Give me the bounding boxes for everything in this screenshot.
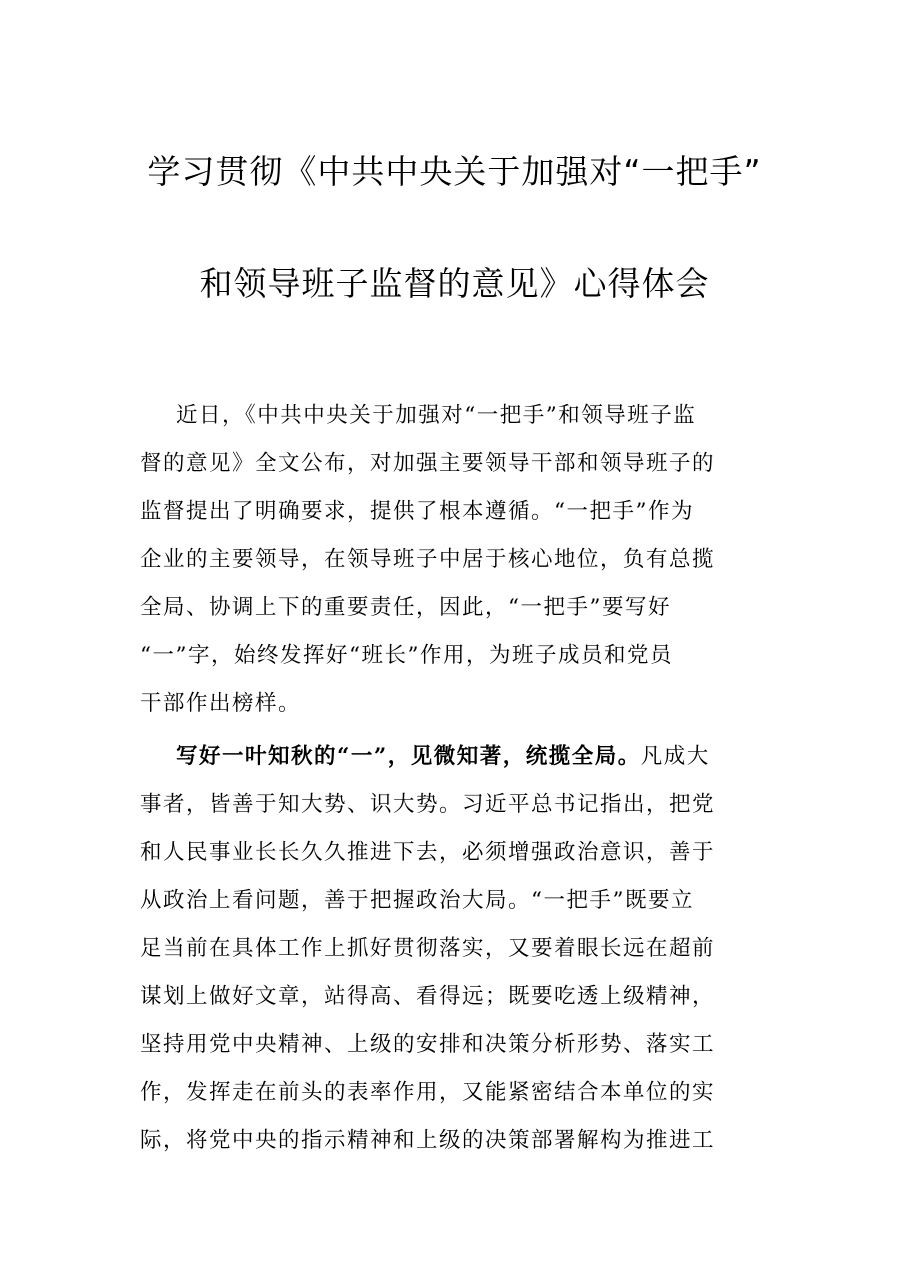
document-title-line-2: 和领导班子监督的意见》心得体会 — [199, 264, 710, 303]
heading-continuation: 凡成大 — [640, 744, 710, 769]
paragraph-line: 谋划上做好文章，站得高、看得远；既要吃透上级精神， — [140, 984, 716, 1009]
paragraph-line: 企业的主要领导，在领导班子中居于核心地位，负有总揽 — [140, 547, 716, 572]
paragraph-line: 从政治上看问题，善于把握政治大局。“一把手”既要立 — [140, 888, 694, 913]
paragraph-line: 和人民事业长长久久推进下去，必须增强政治意识，善于 — [140, 840, 716, 865]
paragraph-line: 全局、协调上下的重要责任，因此，“一把手”要写好 — [140, 595, 671, 620]
paragraph-line: 际，将党中央的指示精神和上级的决策部署解构为推进工 — [140, 1128, 716, 1153]
section-heading: 写好一叶知秋的“一”，见微知著，统揽全局。 — [176, 744, 641, 769]
paragraph-line: 作，发挥走在前头的表率作用，又能紧密结合本单位的实 — [140, 1080, 716, 1105]
paragraph-line: 监督提出了明确要求，提供了根本遵循。“一把手”作为 — [140, 499, 694, 524]
paragraph-line: 足当前在具体工作上抓好贯彻落实，又要着眼长远在超前 — [140, 936, 716, 961]
paragraph-first-line — [140, 733, 765, 781]
paragraph-section-one — [140, 733, 765, 1165]
paragraph-line: 坚持用党中央精神、上级的安排和决策分析形势、落实工 — [140, 1032, 716, 1057]
paragraph-line: 干部作出榜样。 — [140, 691, 302, 716]
document-title-line-1: 学习贯彻《中共中央关于加强对“一把手” — [147, 152, 762, 191]
paragraph-intro — [140, 392, 765, 728]
paragraph-line: 督的意见》全文公布，对加强主要领导干部和领导班子的 — [140, 451, 716, 476]
paragraph-line: “一”字，始终发挥好“班长”作用，为班子成员和党员 — [140, 643, 673, 668]
paragraph-line: 近日，《中共中央关于加强对“一把手”和领导班子监 — [176, 403, 697, 428]
paragraph-line: 事者，皆善于知大势、识大势。习近平总书记指出，把党 — [140, 792, 716, 817]
